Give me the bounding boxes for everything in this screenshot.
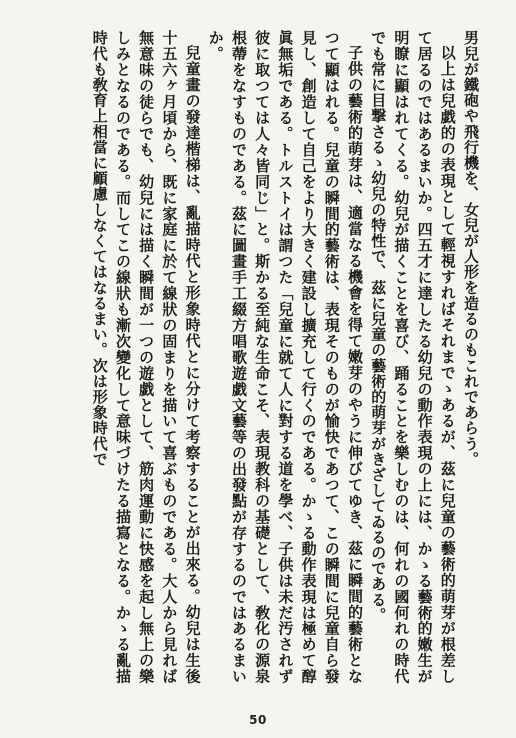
paragraph-1: 男兒が鐵砲や飛行機を、女兒が人形を造るのもこれであらう。 (462, 30, 480, 467)
paragraph-2: 以上は兒戯的の表現として輕視すればそれまでゝあるが、茲に兒童の藝術的萌芽が根差して居るのではあるまいか。四五才に達したる幼兒の動作表現の上には、かゝる藝術的嫩生が明瞭に顯はれてくる。幼兒が描くことを喜び、踊ることを樂しむのは、何れの國何れの時代でも常に目撃さるゝ幼兒の特性で、茲に兒童の藝術的萌芽がきざしてゐるのである。 (369, 30, 457, 684)
paragraph-3: 子供の藝術的萌芽は、適當なる機會を得て嫩芽のやうに伸びてゆき、茲に瞬間的藝術となつて顯はれる。兒童の瞬間的藝術は、表現そのものが愉快であつて、この瞬間に兒童自ら發見し、創造して自己をより大きく建設し擴充して行くのである。かゝる動作表現は極めて醇眞無垢である。トルストイは謂つた「兒童に就て人に對する道を學べ、子供は未だ汚されず彼に取つては人々皆同じ」と。斯かる至純な生命こそ、表現教科の基礎として、敎化の源泉根蔕をなすものである。茲に圖畫手工綴方唱歌遊戯文藝等の出發點が存するのではあるまいか。 (206, 30, 364, 684)
vertical-text-body (50, 30, 482, 684)
page-number: 50 (249, 713, 267, 727)
paragraph-4: 兒童畫の發達楷梯は、亂描時代と形象時代とに分けて考察することが出來る。幼兒は生後十五六ヶ月頃から、既に家庭に於て線狀の固まりを描いて喜ぶものである。大人から見れば無意味の徒らでも、幼兒には描く瞬間が一つの遊戯として、筋肉運動に快感を起し無上の樂しみとなるのである。而してこの線狀も漸次變化して意味づけたる描寫となる。かゝる亂描時代も敎育上相當に顧慮しなくてはなるまい。次は形象時代で (90, 30, 202, 684)
